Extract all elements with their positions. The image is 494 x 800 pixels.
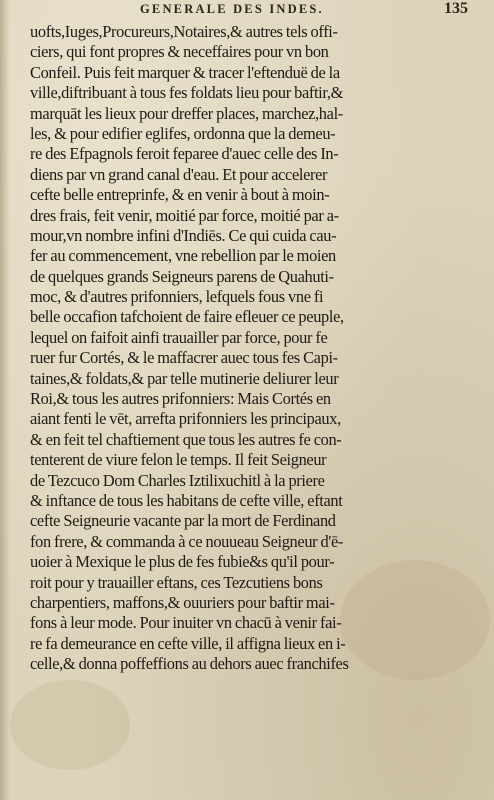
text-line: uoier à Mexique le plus de fes fubie&s qu'il pour-: [30, 552, 335, 572]
text-line: diens par vn grand canal d'eau. Et pour accelerer: [30, 164, 328, 184]
text-line: & inftance de tous les habitans de cefte ville, eftant: [30, 490, 343, 510]
text-line: charpentiers, maffons,& ouuriers pour baftir mai-: [30, 592, 335, 612]
text-line: fons à leur mode. Pour inuiter vn chacū à venir fai-: [30, 613, 342, 633]
text-line: de quelques grands Seigneurs parens de Quahuti-: [30, 266, 334, 286]
running-head: GENERALE DES INDES.: [140, 2, 324, 16]
text-line: Confeil. Puis feit marquer & tracer l'eftenduë de la: [30, 62, 340, 82]
text-line: aiant fenti le vēt, arrefta prifonniers les principaux,: [30, 409, 341, 429]
text-line: cefte belle entreprinfe, & en venir à bout à moin-: [30, 185, 330, 205]
text-line: celle,& donna poffeffions au dehors auec franchifes: [30, 654, 349, 674]
text-line: les, & pour edifier eglifes, ordonna que la demeu-: [30, 123, 336, 143]
text-line: ciers, qui font propres & neceffaires pour vn bon: [30, 42, 329, 62]
page-header: [140, 2, 468, 22]
text-line: lequel on faifoit ainfi trauailler par force, pour fe: [30, 327, 328, 347]
text-line: fer au commencement, vne rebellion par le moien: [30, 246, 336, 266]
text-line: marquāt les lieux pour dreffer places, marchez,hal-: [30, 103, 343, 123]
text-line: Roi,& tous les autres prifonniers: Mais Cortés en: [30, 389, 331, 409]
text-line: uofts,Iuges,Procureurs,Notaires,& autres tels offi-: [30, 22, 338, 41]
text-line: belle occafion tafchoient de faire efleuer ce peuple,: [30, 307, 344, 327]
page-number: 135: [444, 0, 468, 17]
text-line: re des Efpagnols feroit feparee d'auec celle des In-: [30, 144, 339, 164]
text-line: mour,vn nombre infini d'Indiēs. Ce qui cuida cau-: [30, 225, 337, 245]
text-line: ville,diftribuant à tous fes foldats lieu pour baftir,&: [30, 83, 343, 103]
text-line: ruer fur Cortés, & le maffacrer auec tous fes Capi-: [30, 348, 338, 368]
text-line: fon frere, & commanda à ce nouueau Seigneur d'ē-: [30, 531, 344, 551]
body-text: [30, 22, 462, 675]
text-line: roit pour y trauailler eftans, ces Tezcutiens bons: [30, 572, 323, 592]
text-line: taines,& foldats,& par telle mutinerie deliurer leur: [30, 368, 339, 388]
text-line: dres frais, feit venir, moitié par force, moitié par a-: [30, 205, 339, 225]
paper-stain: [10, 680, 130, 770]
text-line: tenterent de viure felon le temps. Il feit Seigneur: [30, 450, 327, 470]
text-line: re fa demeurance en cefte ville, il affigna lieux en i-: [30, 633, 346, 653]
page-edge-shadow: [0, 0, 10, 800]
text-line: moc, & d'autres prifonniers, lefquels fous vne fi: [30, 287, 324, 307]
text-line: & en feit tel chaftiement que tous les autres fe con-: [30, 429, 342, 449]
text-line: de Tezcuco Dom Charles Iztilixuchitl à la priere: [30, 470, 325, 490]
text-line: cefte Seigneurie vacante par la mort de Ferdinand: [30, 511, 336, 531]
